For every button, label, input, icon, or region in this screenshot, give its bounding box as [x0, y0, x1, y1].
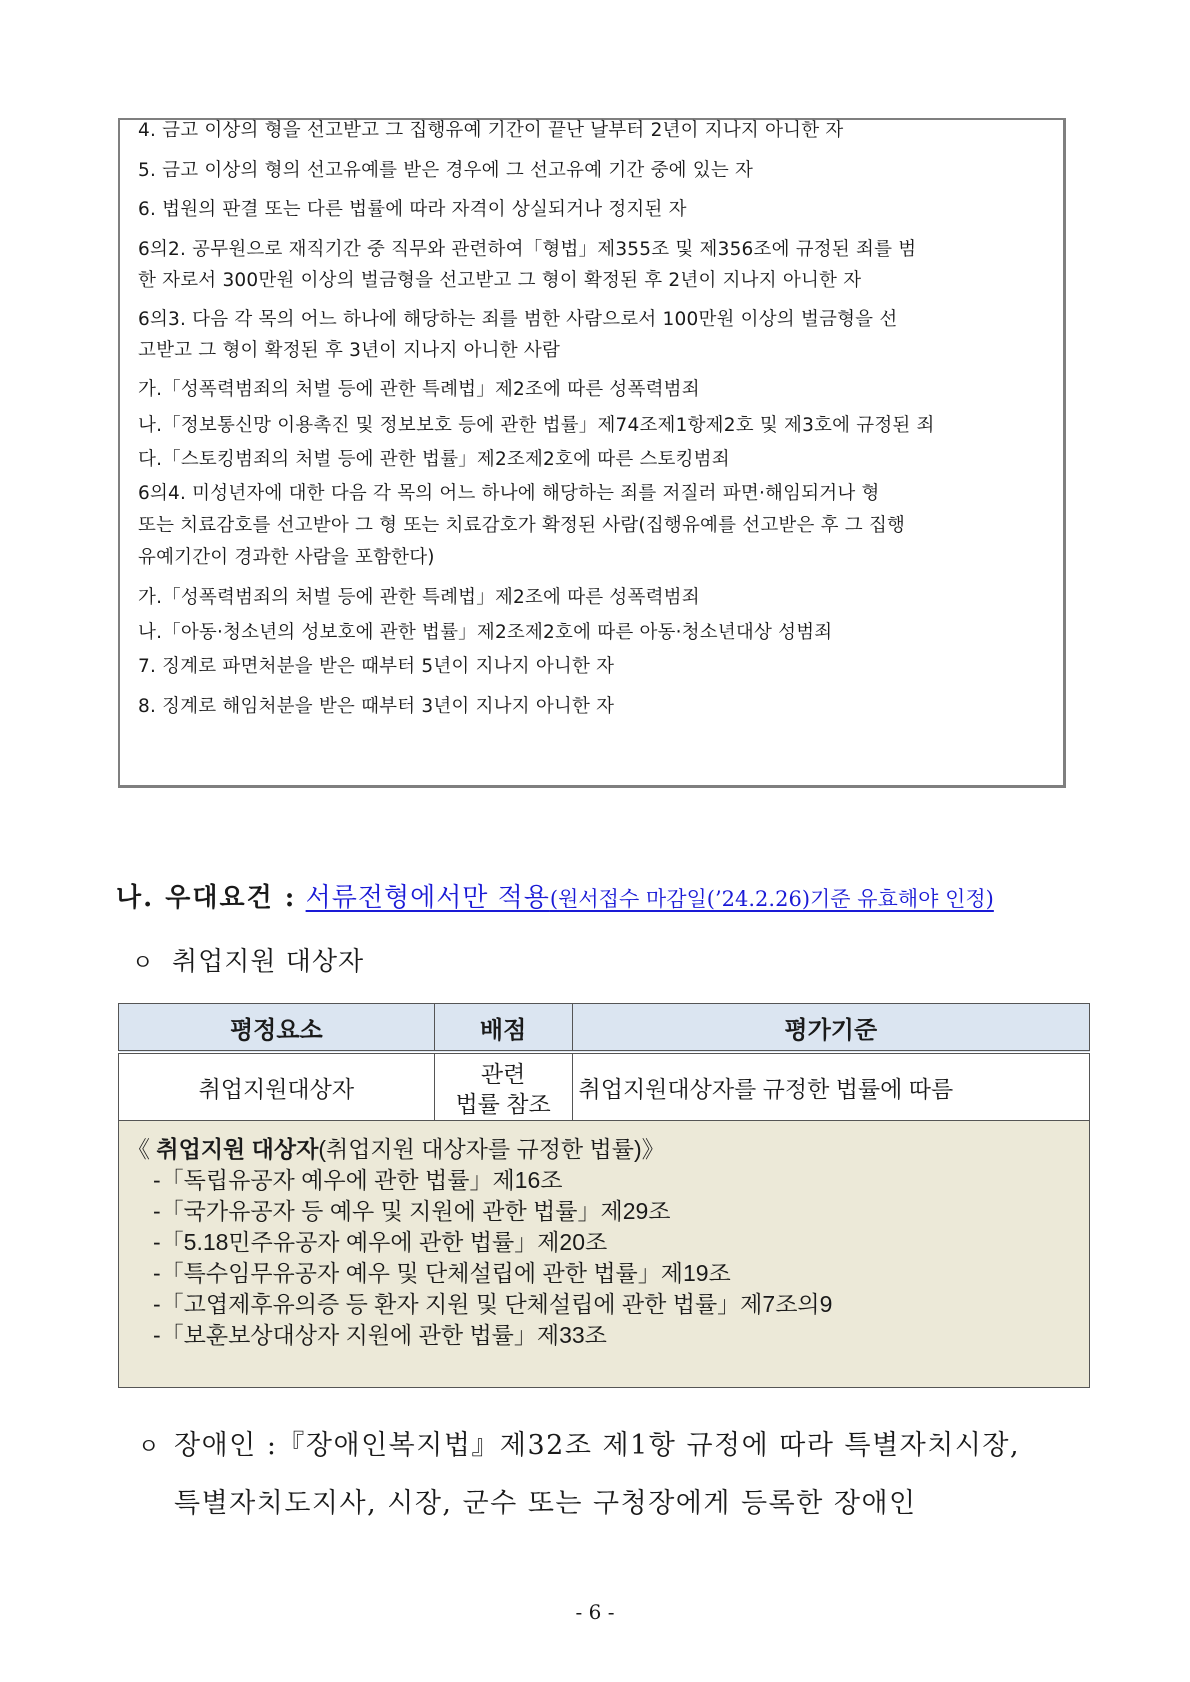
evaluation-table — [118, 1003, 1090, 1125]
bullet-circle-icon: ㅇ — [138, 1435, 161, 1460]
disabled-line1 — [138, 1418, 1098, 1476]
list-item: -「국가유공자 등 예우 및 지원에 관한 법률」제29조 — [153, 1198, 671, 1224]
page-number: - 6 - — [575, 1600, 615, 1624]
disqualification-item-6-2-line2: 한 자로서 300만원 이상의 벌금형을 선고받고 그 형이 확정된 후 2년이 지나지 아니한 자 — [138, 270, 862, 291]
preference-scope-text: 서류전형에서만 적용 — [305, 883, 550, 913]
header-element: 평정요소 — [119, 1004, 435, 1053]
header-score: 배점 — [434, 1004, 572, 1053]
cell-criteria: 취업지원대상자를 규정한 법률에 따름 — [572, 1052, 1089, 1125]
list-item: -「5.18민주유공자 예우에 관한 법률」제20조 — [153, 1229, 608, 1255]
disqualification-item-6-4-line1: 6의4. 미성년자에 대한 다음 각 목의 어느 하나에 해당하는 죄를 저질러 파면·해임되거나 형 — [138, 483, 880, 504]
list-item: -「독립유공자 예우에 관한 법률」제16조 — [153, 1167, 563, 1193]
cell-element: 취업지원대상자 — [119, 1052, 435, 1125]
law-notes-title: 취업지원 대상자 — [156, 1136, 319, 1162]
disqualification-item-6-3-line1: 6의3. 다음 각 목의 어느 하나에 해당하는 죄를 범한 사람으로서 100만원 이상의 벌금형을 선 — [138, 309, 898, 330]
cell-score-line2: 법률 참조 — [455, 1091, 551, 1117]
disqualification-item-6: 6. 법원의 판결 또는 다른 법률에 따라 자격이 상실되거나 정지된 자 — [138, 199, 687, 220]
disqualification-item-6-4-line3: 유예기간이 경과한 사람을 포함한다) — [138, 547, 435, 568]
disabled-paragraph — [138, 1418, 1098, 1532]
list-item: -「고엽제후유의증 등 환자 지원 및 단체설립에 관한 법률」제7조의9 — [153, 1291, 833, 1317]
disqualification-item-6-3-line2: 고받고 그 형이 확정된 후 3년이 지나지 아니한 사람 — [138, 340, 561, 361]
disqualification-item-8: 8. 징계로 해임처분을 받은 때부터 3년이 지나지 아니한 자 — [138, 696, 615, 717]
employment-support-title — [132, 942, 364, 984]
cell-score-line1: 관련 — [480, 1061, 526, 1087]
preference-heading — [116, 878, 994, 919]
disqualification-item-7: 7. 징계로 파면처분을 받은 때부터 5년이 지나지 아니한 자 — [138, 656, 615, 677]
list-item: -「특수임무유공자 예우 및 단체설립에 관한 법률」제19조 — [153, 1260, 731, 1286]
preference-deadline-note: (원서접수 마감일(’24.2.26)기준 유효해야 인정) — [549, 887, 994, 911]
list-item: -「보훈보상대상자 지원에 관한 법률」제33조 — [153, 1322, 607, 1348]
preference-heading-label: 나. 우대요건 : — [116, 883, 297, 913]
law-notes-box — [118, 1120, 1090, 1388]
preference-scope-link[interactable] — [306, 883, 994, 913]
employment-support-title-text: 취업지원 대상자 — [172, 947, 365, 977]
disqualification-item-6-2-line1: 6의2. 공무원으로 재직기간 중 직무와 관련하여「형법」제355조 및 제356조에 규정된 죄를 범 — [138, 239, 917, 260]
disqualification-item-5: 5. 금고 이상의 형의 선고유예를 받은 경우에 그 선고유예 기간 중에 있는 자 — [138, 160, 754, 181]
disqualification-item-6-4-line2: 또는 치료감호를 선고받아 그 형 또는 치료감호가 확정된 사람(집행유예를 선고받은 후 그 집행 — [138, 515, 906, 536]
disqualification-item-4: 4. 금고 이상의 형을 선고받고 그 집행유예 기간이 끝난 날부터 2년이 지나지 아니한 자 — [138, 120, 844, 141]
header-criteria: 평가기준 — [572, 1004, 1089, 1053]
cell-score — [434, 1052, 572, 1125]
disqualification-item-6-3-b: 나.「정보통신망 이용촉진 및 정보보호 등에 관한 법률」제74조제1항제2호 및 제3호에 규정된 죄 — [138, 415, 935, 436]
disqualification-item-6-4-b: 나.「아동·청소년의 성보호에 관한 법률」제2조제2호에 따른 아동·청소년대상 성범죄 — [138, 622, 833, 643]
disqualification-item-6-4-a: 가.「성폭력범죄의 처벌 등에 관한 특례법」제2조에 따른 성폭력범죄 — [138, 587, 700, 608]
table-row — [119, 1052, 1090, 1125]
disabled-line1-text: 장애인 :『장애인복지법』제32조 제1항 규정에 따라 특별자치시장, — [174, 1430, 1021, 1461]
disabled-line2: 특별자치도지사, 시장, 군수 또는 구청장에게 등록한 장애인 — [174, 1488, 917, 1519]
evaluation-table-header — [119, 1004, 1090, 1053]
disqualification-item-6-3-c: 다.「스토킹범죄의 처벌 등에 관한 법률」제2조제2호에 따른 스토킹범죄 — [138, 449, 730, 470]
law-notes-open: 《 — [127, 1136, 150, 1162]
law-notes-heading — [127, 1133, 1089, 1165]
bullet-circle-icon: ㅇ — [132, 951, 155, 976]
disqualification-item-6-3-a: 가.「성폭력범죄의 처벌 등에 관한 특례법」제2조에 따른 성폭력범죄 — [138, 379, 700, 400]
law-notes-title-rest: (취업지원 대상자를 규정한 법률)》 — [318, 1136, 665, 1162]
